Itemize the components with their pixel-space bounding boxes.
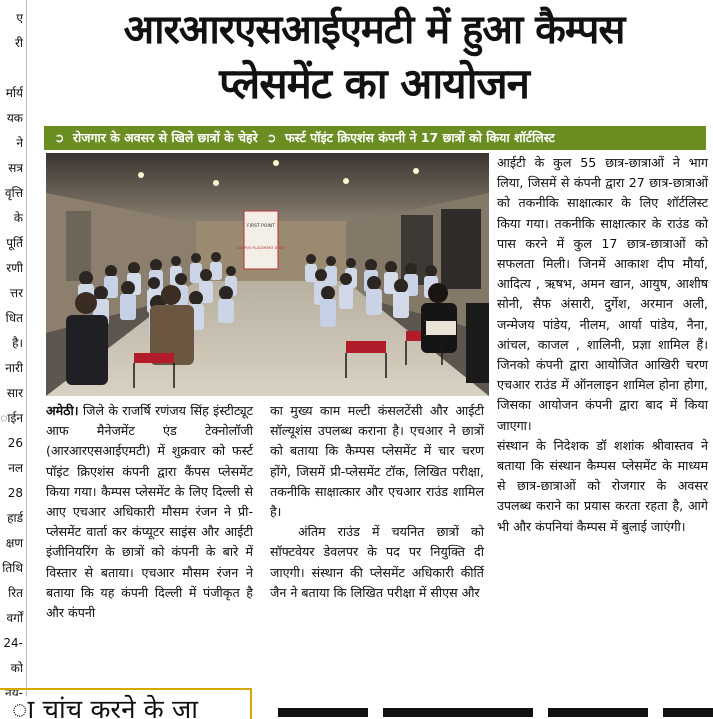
adjacent-text-fragment: के [13, 211, 23, 225]
cropped-headline-ink [278, 708, 368, 717]
article-paragraph: अंतिम राउंड में चयनित छात्रों को सॉफ्टवेयर डेवलपर के पद पर नियुक्ति दी जाएगी। संस्थान की प्लेसमेंट अधिकारी कीर्ति जैन ने बताया कि लिखित परीक्षा में सीएस और [270, 524, 484, 600]
adjacent-text-fragment: सत्र [8, 161, 23, 175]
adjacent-text-fragment: वृत्ति [4, 186, 23, 200]
adjacent-article-fragment [0, 0, 27, 696]
adjacent-text-fragment: नय- [5, 686, 23, 696]
cropped-headline-ink [663, 708, 713, 717]
adjacent-text-fragment: रित [8, 586, 23, 600]
article-text: जिले के राजर्षि रणंजय सिंह इंस्टीट्यूट आफ मैनेजमेंट एंड टेक्नोलॉजी (आरआरएसआईएमटी) में शुक्रवार को फर्स्ट पॉइंट क्रिएशंस कंपनी द्वारा कैंपस प्लेसमेंट किया गया। कैम्पस प्लेसमेंट के लिए दिल्ली से आए एचआर अधिकारी मौसम रंजन ने प्री-प्लेसमेंट वार्ता कर कंप्यूटर साइंस और आईटी इंजीनियरिंग के छात्रों को कंपनी के बारे में विस्तार से बताया। एचआर मौसम रंजन ने बताया कि यह कंपनी दिल्ली में पंजीकृत है और कंपनी [46, 403, 253, 621]
dateline: अमेठी। [46, 403, 79, 418]
article-column-3 [497, 153, 708, 537]
adjacent-text-fragment: र्मार्य [5, 86, 23, 100]
next-article-fragment-right [268, 690, 713, 717]
article-paragraph: आईटी के कुल 55 छात्र-छात्राओं ने भाग लिया, जिसमें से कंपनी द्वारा 27 छात्र-छात्राओं को तकनीकि साक्षात्कार के लिए शॉर्टलिस्ट किया गया। तकनीकि साक्षात्कार के राउंड को पास करने में कुल 17 छात्र-छात्राओं को सफलता मिली। जिनमें आकाश दीप मौर्या, आदित्य , ऋषभ, अमन खान, आयुष, आशीष सोनी, सैफ अंसारी, दुर्गेश, अरमान अली, जन्मेजय पांडेय, नीलम, आर्या पांडेय, नैना, आंचल, काजल , शालिनी, प्रज्ञा शामिल हैं। जिनको कंपनी द्वारा आयोजित आखिरी चरण एचआर राउंड में ऑनलाइन शामिल होना होगा, जिसका आयोजन कंपनी द्वारा बाद में किया जाएगा। [497, 155, 708, 433]
headline [40, 4, 708, 112]
adjacent-text-fragment: धित [5, 311, 23, 325]
article-paragraph: संस्थान के निदेशक डॉ शशांक श्रीवास्तव ने बताया कि संस्थान कैम्पस प्लेसमेंट के माध्यम से छात्र-छात्राओं को रोजगार के अवसर उपलब्ध कराने का प्रयास करता रहता है, आगे भी और कंपनियां कैम्पस में बुलाई जाएंगी। [497, 437, 708, 534]
adjacent-text-fragment: ने [16, 136, 23, 150]
adjacent-text-fragment: ाईन [0, 411, 23, 425]
adjacent-text-fragment: त्तर [9, 286, 23, 300]
next-article-fragment-left [0, 688, 252, 719]
adjacent-text-fragment: रणी [6, 261, 23, 275]
adjacent-text-fragment: है। [12, 336, 23, 350]
cropped-headline-ink [548, 708, 648, 717]
adjacent-text-fragment: क्षण [5, 536, 23, 550]
article-column-1 [46, 401, 253, 623]
article-photo [46, 153, 489, 396]
banner-line-2: CAMPUS PLACEMENT DRIVE [236, 246, 286, 250]
adjacent-text-fragment: 26 [7, 436, 23, 450]
banner-line-1: FIRST POINT [247, 224, 275, 229]
subheadline-item-2: फर्स्ट पॉइंट क्रिएशंस कंपनी ने 17 छात्रों को किया शॉर्टलिस्ट [285, 130, 555, 145]
adjacent-text-fragment: तिथि [2, 561, 23, 575]
adjacent-text-fragment: पूर्ति [6, 236, 23, 250]
cropped-headline-ink [383, 708, 533, 717]
auditorium-photo-illustration [46, 153, 489, 396]
article-paragraph: का मुख्य काम मल्टी कंसलटेंसी और आईटी सॉल्यूशंस उपलब्ध कराना है। एचआर ने छात्रों को बताया कि कैम्पस प्लेसमेंट में चार चरण होंगे, जिसमें प्री-प्लेसमेंट टॉक, लिखित परीक्षा, तकनीकि साक्षात्कार और एचआर राउंड शामिल है। [270, 403, 484, 520]
adjacent-text-fragment: को [10, 661, 23, 675]
next-article-headline-fragment: ा चांच करने के जा [12, 695, 199, 719]
adjacent-text-fragment: नारी [5, 361, 23, 375]
adjacent-text-fragment: यक [6, 111, 23, 125]
adjacent-text-fragment: नल [8, 461, 23, 475]
adjacent-text-fragment: हार्ड [7, 511, 23, 525]
article-column-2 [270, 401, 484, 603]
subheadline-item-1: रोजगार के अवसर से खिले छात्रों के चेहरे [72, 130, 258, 145]
adjacent-text-fragment: ए [16, 11, 23, 25]
headline-line-1: आरआरएसआईएमटी में हुआ कैम्पस [123, 7, 625, 53]
headline-line-2: प्लेसमेंट का आयोजन [219, 59, 529, 108]
adjacent-text-fragment: सार [6, 386, 23, 400]
adjacent-text-fragment: वर्गों [6, 611, 23, 625]
article-paragraph [46, 401, 253, 623]
adjacent-text-fragment: 28 [7, 486, 23, 500]
subheadline-bar [44, 126, 706, 150]
adjacent-text-fragment: री [14, 36, 23, 50]
adjacent-text-fragment: 24- [3, 636, 23, 650]
circle-arrow-icon: ➲ [266, 130, 277, 145]
circle-arrow-icon: ➲ [54, 130, 65, 145]
adjacent-text-fragment [0, 56, 26, 81]
